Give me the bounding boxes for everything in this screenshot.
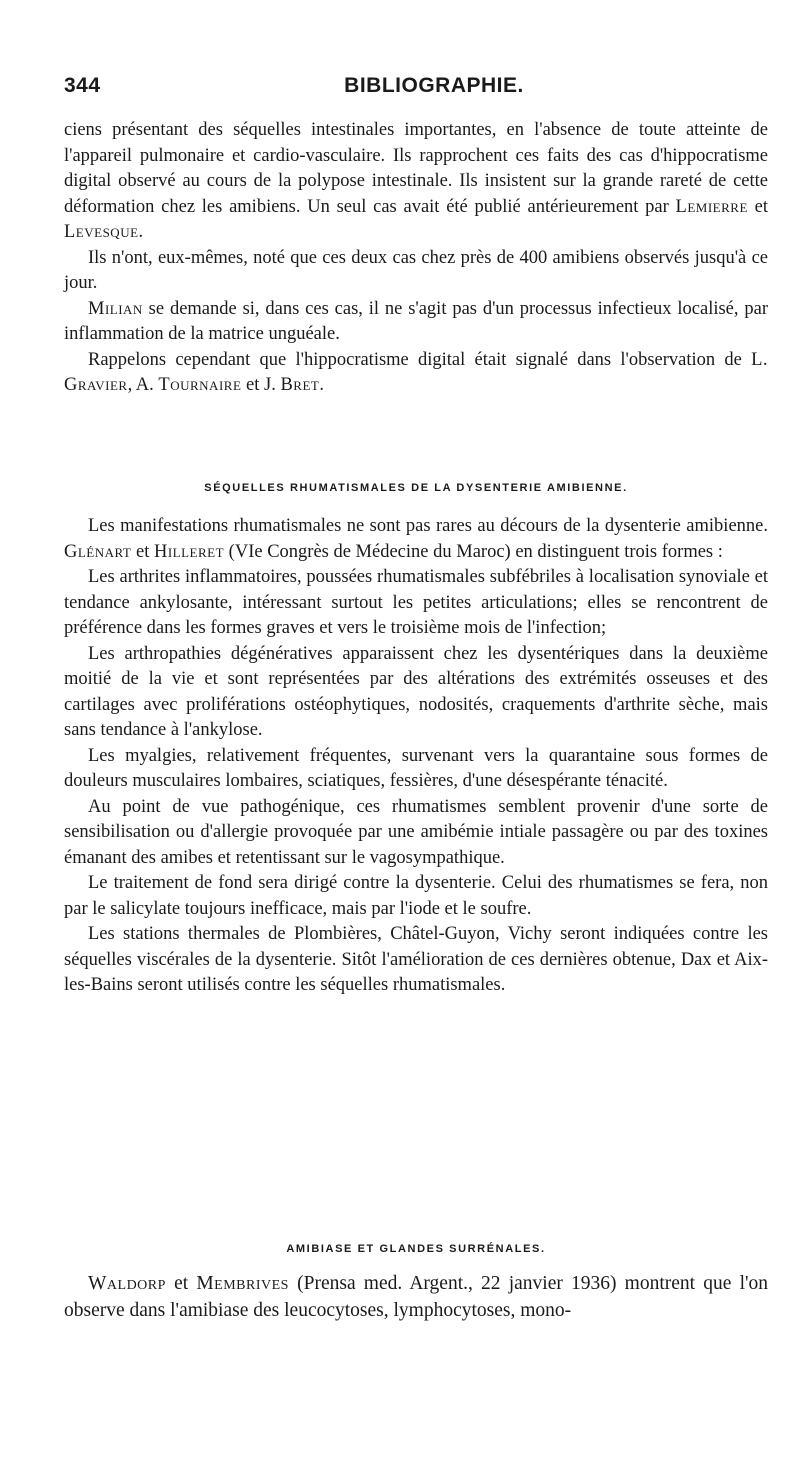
paragraph-text: ciens présentant des séquelles intestinales importantes, en l'absence de toute atteinte de l'appareil pulmonaire et cardio-vasculaire. Ils rapprochent ces faits des cas d'hippocratisme digital observé au cours de la polypose intestinale. Ils insistent sur la grande rareté de cette déformation chez les amibiens. Un seul cas avait été publié antérieurement par	[64, 120, 768, 217]
paragraph	[64, 348, 768, 399]
paragraph-text: Les manifestations rhumatismales ne sont pas rares au décours de la dysenterie amibienne.	[88, 516, 768, 536]
separator: et J.	[241, 375, 281, 395]
running-title: BIBLIOGRAPHIE.	[344, 74, 524, 97]
section-heading: AMIBIASE ET GLANDES SURRÉNALES.	[286, 1243, 546, 1255]
paragraph: Les stations thermales de Plombières, Châtel-Guyon, Vichy seront indiquées contre les séquelles viscérales de la dysenterie. Sitôt l'amélioration de ces dernières obtenue, Dax et Aix-les-Bains seront utilisés contre les séquelles rhumatismales.	[64, 924, 768, 995]
page-header	[64, 74, 764, 102]
author-name: L. Gravier	[64, 349, 768, 395]
paragraph	[64, 297, 768, 348]
paragraph: Les arthropathies dégénératives apparaissent chez les dysentériques dans la deuxième moitié de la vie et sont représentées par des altérations des extrémités osseuses et des cartilages avec proliférations ostéophytiques, nodosités, craquements d'arthrite sèche, mais sans tendance à l'ankylose.	[64, 643, 768, 740]
punctuation: .	[319, 375, 324, 395]
author-name: Glénart	[64, 541, 132, 562]
paragraph: Ils n'ont, eux-mêmes, noté que ces deux cas chez près de 400 amibiens observés jusqu'à ce jour.	[64, 247, 768, 293]
surrenales-section	[64, 1270, 768, 1324]
conjunction: et	[165, 1273, 197, 1294]
paragraph-text: (Prensa med. Argent., 22 janvier 1936) montrent que l'on observe dans l'amibiase des leucocytoses, lymphocytoses, mono-	[64, 1273, 768, 1321]
page-number: 344	[64, 74, 101, 97]
conjunction: et	[747, 196, 768, 217]
paragraph-text: (VIe Congrès de Médecine du Maroc) en distinguent trois formes :	[224, 541, 723, 562]
author-name: Levesque	[64, 222, 139, 242]
author-name: Lemierre	[675, 196, 748, 217]
section-heading: SÉQUELLES RHUMATISMALES DE LA DYSENTERIE AMIBIENNE.	[204, 482, 628, 494]
paragraph: Au point de vue pathogénique, ces rhumatismes semblent provenir d'une sorte de sensibilisation ou d'allergie provoquée par une amibémie intiale passagère ou par des toxines émanant des amibes et retentissant sur le vagosympathique.	[64, 796, 768, 868]
author-name: Hilleret	[153, 541, 225, 562]
paragraph: Les myalgies, relativement fréquentes, survenant vers la quarantaine sous formes de douleurs musculaires lombaires, sciatiques, fessières, d'une désespérante ténacité.	[64, 745, 768, 791]
paragraph: Le traitement de fond sera dirigé contre la dysenterie. Celui des rhumatismes se fera, non par le salicylate toujours inefficace, mais par l'iode et le soufre.	[64, 873, 768, 919]
paragraph-text: se demande si, dans ces cas, il ne s'agit pas d'un processus infectieux localisé, par inflammation de la matrice unguéale.	[64, 298, 768, 344]
paragraph	[64, 514, 768, 565]
rhumatismal-section	[64, 514, 768, 999]
author-name: Milian	[88, 298, 143, 319]
paragraph-text: Rappelons cependant que l'hippocratisme digital était signalé dans l'observation de	[88, 349, 752, 370]
author-name: Waldorp	[88, 1273, 166, 1294]
continued-section	[64, 118, 768, 399]
author-name: Bret	[280, 375, 320, 395]
author-name: Tournaire	[158, 375, 242, 395]
conjunction: et	[131, 541, 154, 562]
paragraph	[64, 118, 768, 246]
author-name: Membrives	[196, 1273, 289, 1294]
paragraph	[64, 1270, 768, 1324]
paragraph: Les arthrites inflammatoires, poussées rhumatismales subfébriles à localisation synoviale et tendance ankylosante, intéressant surtout les petites articulations; elles se rencontrent de préférence dans les formes graves et vers le troisième mois de l'infection;	[64, 567, 768, 638]
punctuation: .	[138, 222, 144, 242]
separator: , A.	[127, 375, 159, 395]
